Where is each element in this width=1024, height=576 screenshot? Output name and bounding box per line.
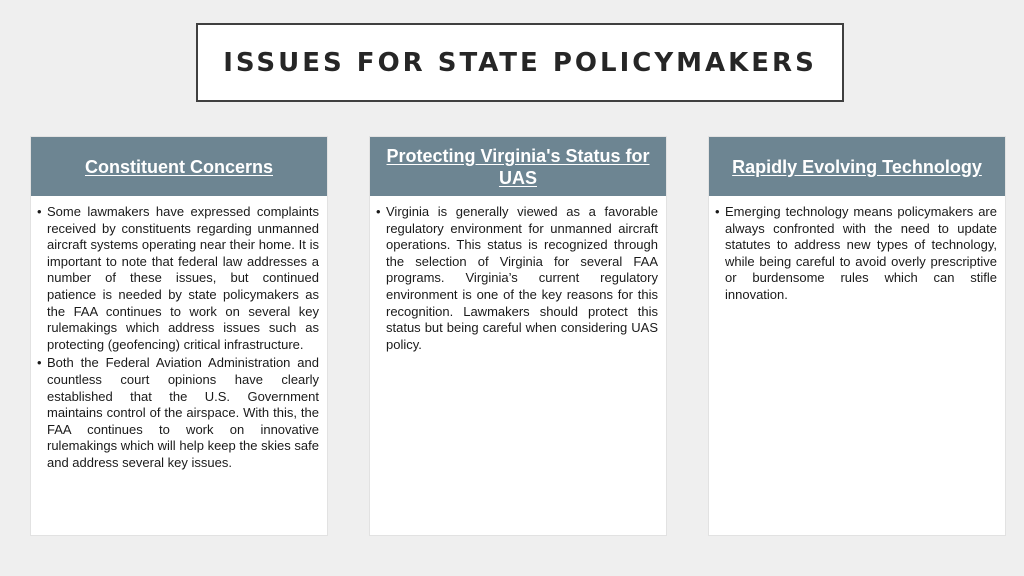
card-header (370, 137, 666, 196)
card-protecting-virginia-status (369, 136, 667, 536)
bullet-text: Emerging technology means policymakers are always confronted with the need to update statutes to address new types of technology, while being careful to avoid overly prescriptive or burdensome rules which can stifle innovation. (725, 204, 997, 302)
bullet-text: Some lawmakers have expressed complaints received by constituents regarding unmanned aircraft systems operating near their home. It is important to note that federal law addresses a number of these issues, but continued patience is needed by state policymakers as the FAA continues to work on several key rulemakings which address issues such as protecting (geofencing) critical infrastructure. (47, 204, 319, 352)
bullet-list (37, 204, 319, 472)
card-body (31, 196, 327, 472)
bullet-item (715, 204, 997, 304)
bullet-item (37, 355, 319, 471)
bullet-icon: • (715, 204, 720, 219)
bullet-list (715, 204, 997, 304)
card-title-rapidly-evolving-technology[interactable]: Rapidly Evolving Technology (732, 156, 982, 177)
title-box (196, 23, 844, 102)
card-title-protecting-virginia-status[interactable]: Protecting Virginia's Status for UAS (386, 145, 650, 188)
card-header (709, 137, 1005, 196)
card-body (370, 196, 666, 353)
card-body (709, 196, 1005, 304)
bullet-item (376, 204, 658, 353)
bullet-text: Both the Federal Aviation Administration and countless court opinions have clearly established that the U.S. Government maintains control of the airspace. With this, the FAA continues to work on innovative rulemakings which will help keep the skies safe and address several key issues. (47, 355, 319, 470)
card-constituent-concerns (30, 136, 328, 536)
bullet-text: Virginia is generally viewed as a favorable regulatory environment for unmanned aircraft operations. This status is recognized through the selection of Virginia for several FAA programs. Virginia’s current regulatory environment is one of the key reasons for this recognition. Lawmakers should protect this status but being careful when considering UAS policy. (386, 204, 658, 352)
card-rapidly-evolving-technology (708, 136, 1006, 536)
card-title-constituent-concerns[interactable]: Constituent Concerns (84, 156, 273, 177)
bullet-icon: • (37, 204, 42, 219)
slide-title: ISSUES FOR STATE POLICYMAKERS (223, 47, 817, 78)
card-header (31, 137, 327, 196)
bullet-list (376, 204, 658, 353)
bullet-icon: • (37, 355, 42, 371)
bullet-icon: • (376, 204, 381, 219)
bullet-item (37, 204, 319, 353)
